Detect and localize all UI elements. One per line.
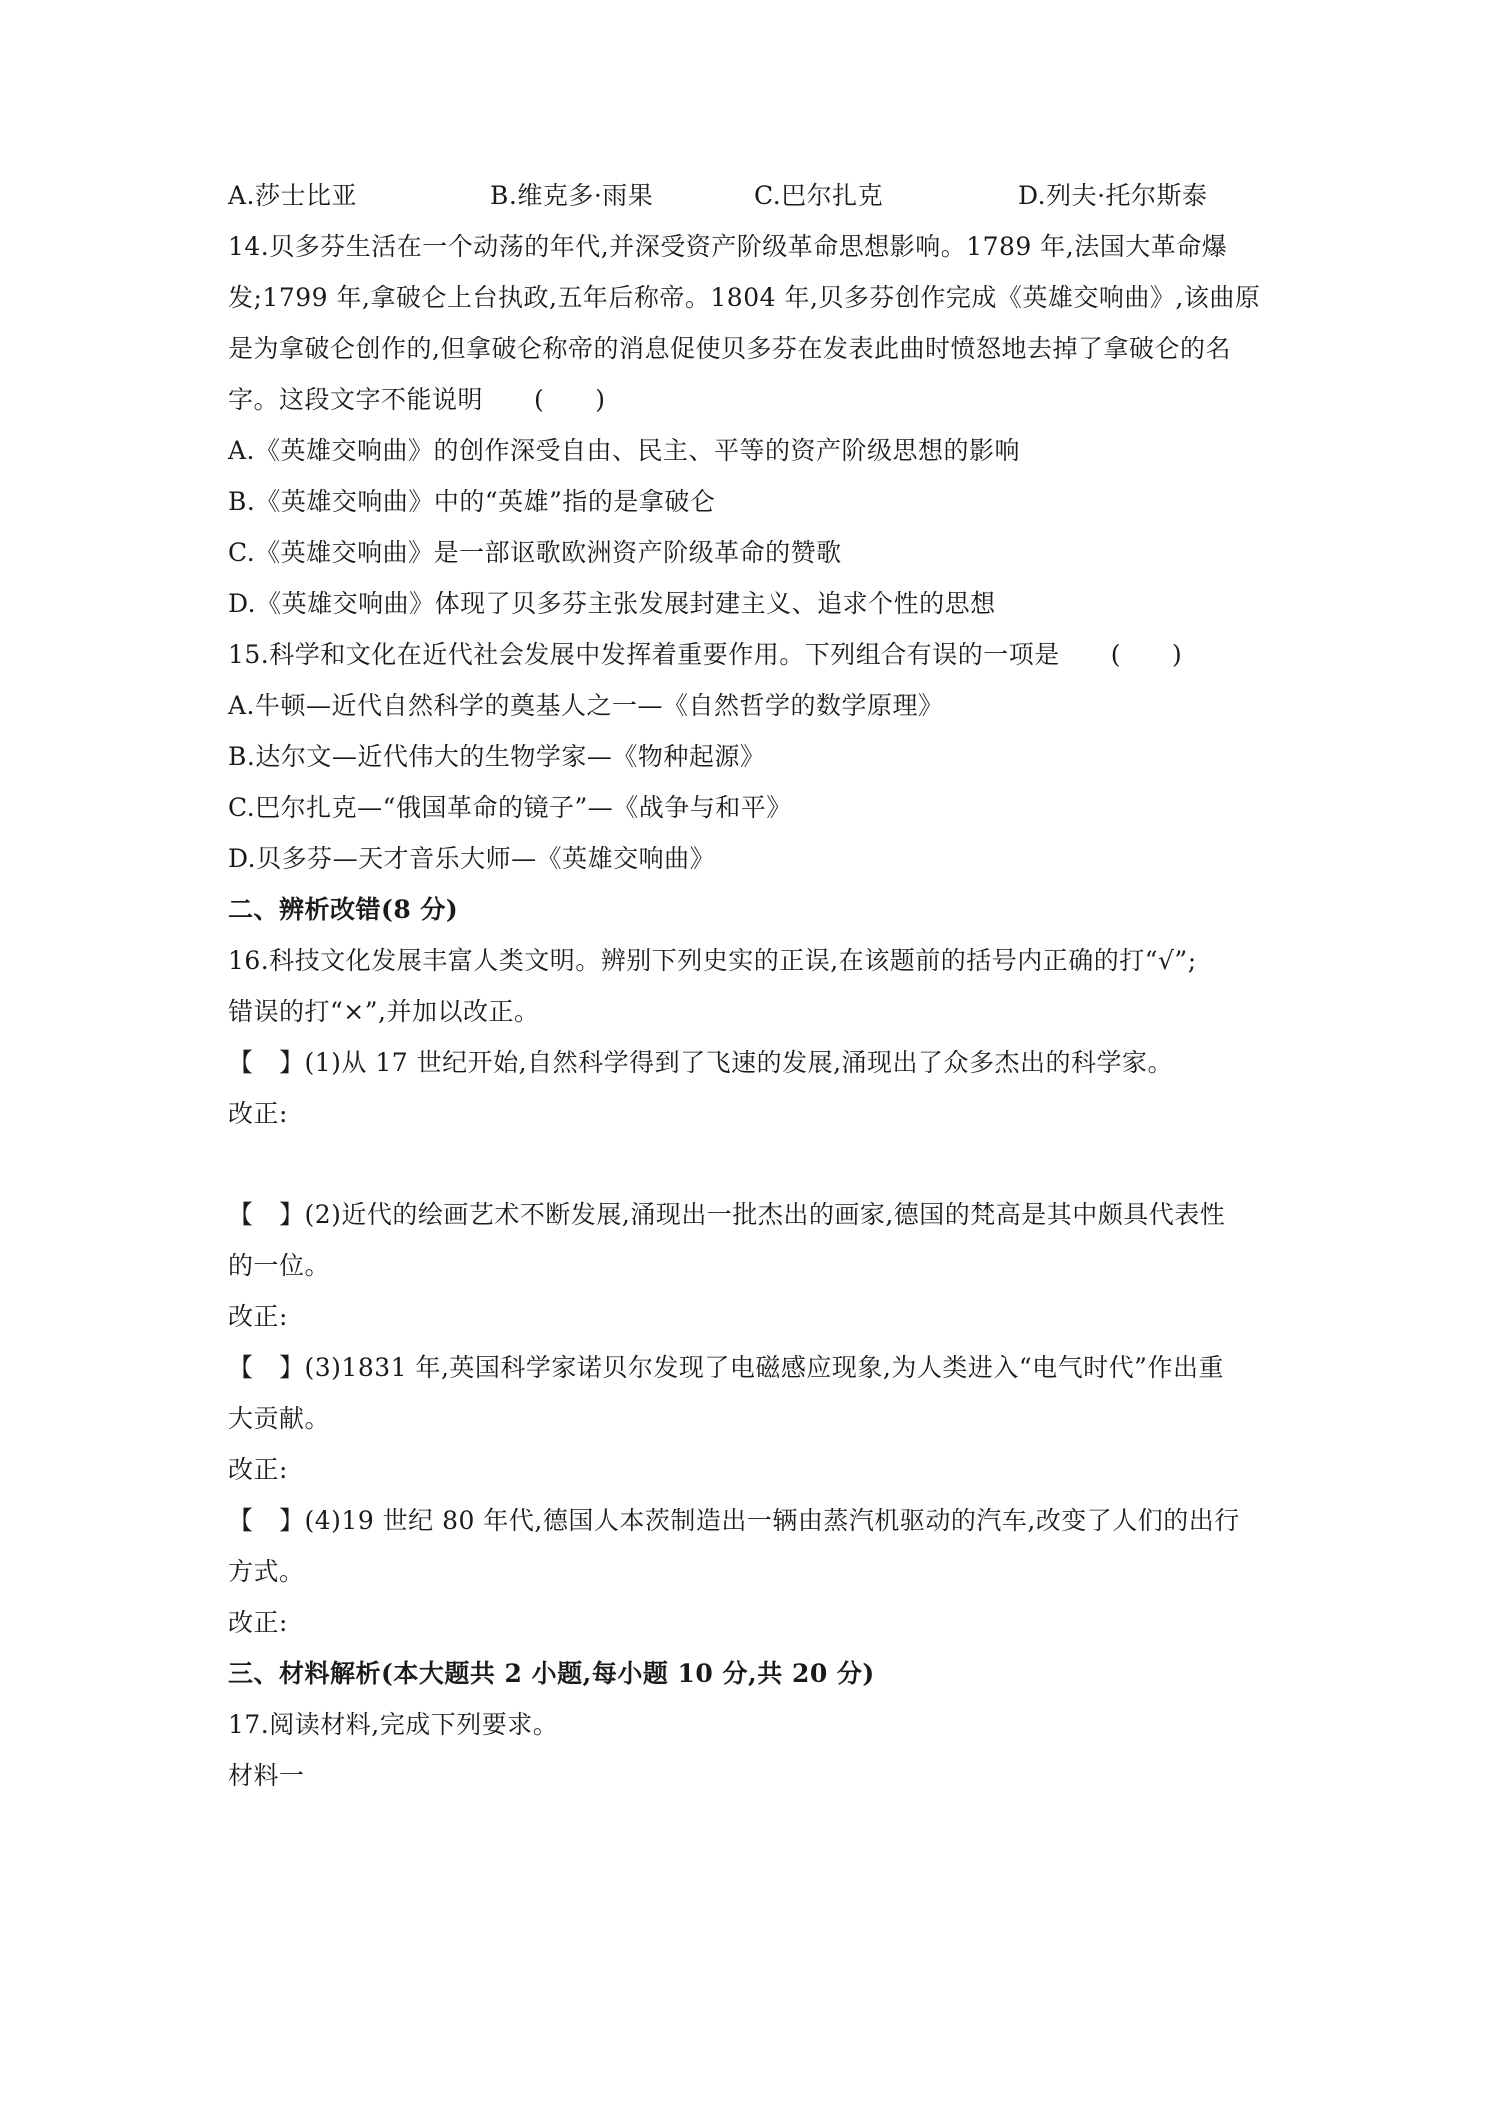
q14-stem-line-1: 14.贝多芬生活在一个动荡的年代,并深受资产阶级革命思想影响。1789 年,法国大革命爆 — [228, 232, 1228, 261]
q14-stem-line-2: 发;1799 年,拿破仑上台执政,五年后称帝。1804 年,贝多芬创作完成《英雄交响曲》,该曲原 — [228, 283, 1261, 312]
q13-option-c: C.巴尔扎克 — [754, 181, 884, 210]
q16-item-4-correction: 改正: — [228, 1608, 288, 1637]
q14-stem-line-4: 字。这段文字不能说明 ( ) — [228, 385, 606, 414]
q16-item-3-line-1: 【 】(3)1831 年,英国科学家诺贝尔发现了电磁感应现象,为人类进入“电气时代”作出重 — [228, 1353, 1224, 1382]
q16-item-4-line-2: 方式。 — [228, 1557, 305, 1586]
material-one-label: 材料一 — [228, 1761, 305, 1790]
q16-item-3-correction: 改正: — [228, 1455, 288, 1484]
q13-option-a: A.莎士比亚 — [228, 181, 358, 210]
q16-item-4-line-1: 【 】(4)19 世纪 80 年代,德国人本茨制造出一辆由蒸汽机驱动的汽车,改变了人们的出行 — [228, 1506, 1240, 1535]
q14-stem-line-3: 是为拿破仑创作的,但拿破仑称帝的消息促使贝多芬在发表此曲时愤怒地去掉了拿破仑的名 — [228, 334, 1231, 363]
q14-option-d: D.《英雄交响曲》体现了贝多芬主张发展封建主义、追求个性的思想 — [228, 589, 996, 618]
section-2-heading: 二、辨析改错(8 分) — [228, 895, 459, 924]
q16-item-1: 【 】(1)从 17 世纪开始,自然科学得到了飞速的发展,涌现出了众多杰出的科学家。 — [228, 1048, 1174, 1077]
q16-item-2-line-2: 的一位。 — [228, 1251, 331, 1280]
q16-stem-line-2: 错误的打“×”,并加以改正。 — [228, 997, 540, 1026]
q14-option-a: A.《英雄交响曲》的创作深受自由、民主、平等的资产阶级思想的影响 — [228, 436, 1021, 465]
q17-stem: 17.阅读材料,完成下列要求。 — [228, 1710, 559, 1739]
q16-item-1-correction: 改正: — [228, 1099, 288, 1128]
q16-stem-line-1: 16.科技文化发展丰富人类文明。辨别下列史实的正误,在该题前的括号内正确的打“√”; — [228, 946, 1197, 975]
section-3-heading: 三、材料解析(本大题共 2 小题,每小题 10 分,共 20 分) — [228, 1659, 875, 1688]
q15-option-a: A.牛顿—近代自然科学的奠基人之一—《自然哲学的数学原理》 — [228, 691, 944, 720]
q16-item-3-line-2: 大贡献。 — [228, 1404, 331, 1433]
q15-option-c: C.巴尔扎克—“俄国革命的镜子”—《战争与和平》 — [228, 793, 792, 822]
q15-option-b: B.达尔文—近代伟大的生物学家—《物种起源》 — [228, 742, 766, 771]
q15-option-d: D.贝多芬—天才音乐大师—《英雄交响曲》 — [228, 844, 716, 873]
q16-item-2-correction: 改正: — [228, 1302, 288, 1331]
q14-option-c: C.《英雄交响曲》是一部讴歌欧洲资产阶级革命的赞歌 — [228, 538, 842, 567]
q13-option-d: D.列夫·托尔斯泰 — [1018, 181, 1208, 210]
q15-stem: 15.科学和文化在近代社会发展中发挥着重要作用。下列组合有误的一项是 ( ) — [228, 640, 1183, 669]
q16-item-2-line-1: 【 】(2)近代的绘画艺术不断发展,涌现出一批杰出的画家,德国的梵高是其中颇具代表性 — [228, 1200, 1226, 1229]
q14-option-b: B.《英雄交响曲》中的“英雄”指的是拿破仑 — [228, 487, 716, 516]
q13-option-b: B.维克多·雨果 — [490, 181, 654, 210]
